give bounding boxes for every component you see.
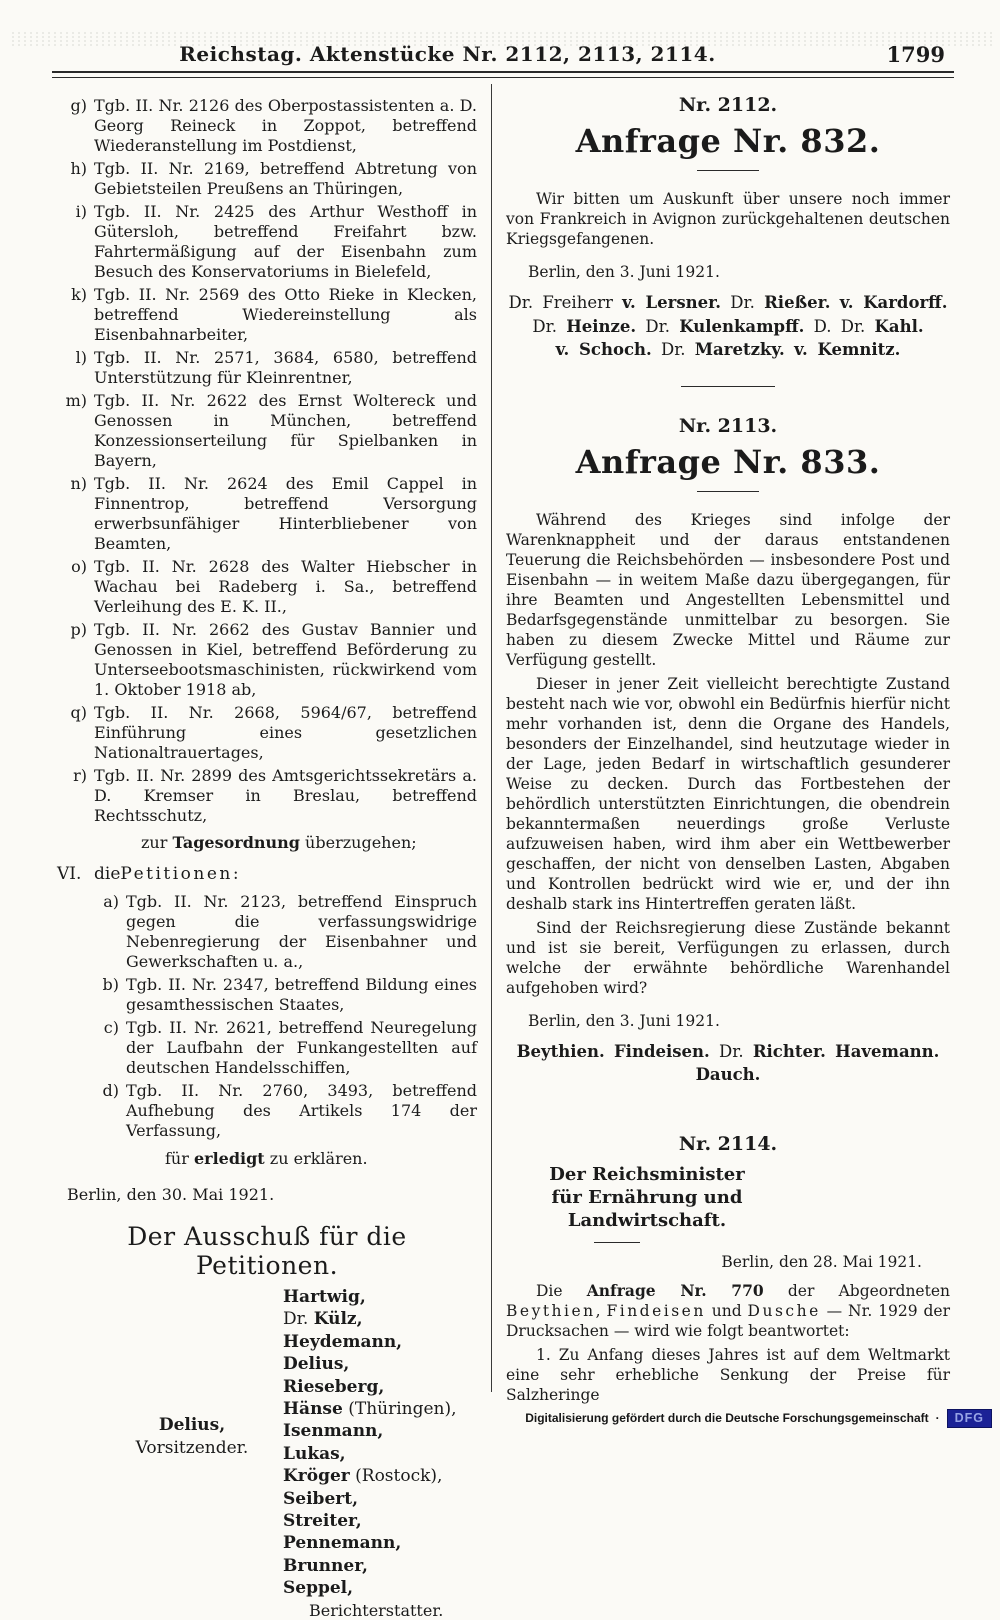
section-vi-pre: die — [94, 864, 121, 884]
petitions-list — [87, 892, 477, 1141]
sig-name: v. Lersner. — [622, 293, 722, 312]
member-name: Pennemann, — [283, 1533, 402, 1554]
member-name: Streiter, — [283, 1511, 362, 1532]
member-name: Seibert, — [283, 1488, 358, 1509]
item-label: h) — [70, 159, 87, 178]
paragraph: Dieser in jener Zeit vielleicht berechtigte Zustand besteht nach wie vor, obwohl ein Bedürfnis hierfür nicht mehr vorhanden ist, denn die Organe des Handels, besonders der Einzelhandel, sind heutzutage wieder in der Lage, jeden Bedarf in wirtschaftlich gesunderer Weise zu decken. Durch das Fortbestehen der behördlich unterstützten Einrichtungen, die obendrein bekanntermaßen neuerdings große Verluste aufzuweisen haben, wird ihm aber ein Wettbewerber geschaffen, der nicht von denselben Lasten, Abgaben und Kontrollen bedrückt wird wie er, und der ihn deshalb stark ins Hintertreffen geraten läßt. — [506, 674, 950, 913]
item-text: Tgb. II. Nr. 2760, 3493, betreffend Aufhebung des Artikels 174 der Verfassung, — [126, 1081, 477, 1140]
section-number: Nr. 2112. — [678, 94, 778, 116]
item-text: Tgb. II. Nr. 2621, betreffend Neuregelung der Laufbahn der Funkangestellten auf deutschen Handelsschiffen, — [126, 1018, 477, 1077]
sig-name: v. Schoch. — [555, 340, 652, 359]
section-vi-label: VI. — [57, 864, 82, 884]
item-text: Tgb. II. Nr. 2668, 5964/67, betreffend Einführung eines gesetzlichen Nationaltrauertages, — [94, 703, 477, 762]
sig-name: Havemann. — [835, 1041, 940, 1061]
motion-keyword: Tagesordnung — [172, 833, 300, 852]
section-vi-heading — [57, 863, 477, 885]
item-text: Tgb. II. Nr. 2123, betreffend Einspruch gegen die verfassungswidrige Nebenregierung der Eisenbahner und Gewerkschaften u. a., — [126, 892, 477, 971]
member-row — [283, 1398, 477, 1420]
signature-block — [506, 291, 950, 362]
sig-text — [826, 1042, 835, 1061]
section-rule — [697, 491, 759, 492]
sig-text: Dr. — [709, 1041, 753, 1061]
member-name: Isenmann, — [283, 1421, 384, 1442]
item-label: n) — [70, 474, 87, 493]
item-text: Tgb. II. Nr. 2126 des Oberpostassistenten a. D. Georg Reineck in Zoppot, betreffend Wiederanstellung im Postdienst, — [94, 96, 477, 155]
member-row — [283, 1488, 477, 1510]
section-2114 — [506, 1133, 950, 1405]
members-list — [283, 1286, 477, 1600]
member-row — [283, 1420, 477, 1442]
signature-line — [506, 1040, 950, 1064]
right-column — [492, 84, 952, 1406]
signature-line — [506, 291, 950, 315]
list-item — [57, 766, 477, 826]
date-line: Berlin, den 30. Mai 1921. — [67, 1185, 275, 1204]
sig-text: Dr. Freiherr — [508, 293, 623, 312]
sig-name: Beythien. — [516, 1041, 605, 1061]
section-number: Nr. 2114. — [678, 1132, 778, 1155]
paragraph: Sind der Reichsregierung diese Zustände bekannt und ist sie bereit, Verfügungen zu erlassen, durch welche der erwähnte behördliche Warenhandel aufgehoben wird? — [506, 918, 950, 997]
deputy-name: Dusche — [747, 1301, 821, 1320]
member-row — [283, 1286, 477, 1308]
member-suffix: (Rostock), — [349, 1466, 443, 1487]
member-row — [283, 1465, 477, 1487]
minister-rule — [594, 1242, 640, 1243]
list-item — [87, 892, 477, 972]
member-row — [283, 1308, 477, 1330]
item-text: Tgb. II. Nr. 2571, 3684, 6580, betreffend Unterstützung für Kleinrentner, — [94, 348, 477, 387]
section-vi-title: Petitionen: — [120, 864, 242, 884]
item-text: Tgb. II. Nr. 2169, betreffend Abtretung von Gebietsteilen Preußens an Thüringen, — [94, 159, 477, 198]
item-text: Tgb. II. Nr. 2899 des Amtsgerichtssekretärs a. D. Kremser in Breslau, betreffend Rechtsschutz, — [94, 766, 477, 825]
list-item — [57, 474, 477, 554]
item-text: Tgb. II. Nr. 2347, betreffend Bildung eines gesamthessischen Staates, — [126, 975, 477, 1014]
list-item — [87, 975, 477, 1015]
committee-title: Der Ausschuß für die Petitionen. — [127, 1222, 407, 1280]
page-header — [55, 42, 950, 68]
section-title: Anfrage Nr. 832. — [575, 122, 881, 160]
signature-line: Dauch. — [695, 1065, 761, 1084]
item-label: q) — [70, 703, 87, 722]
digitization-footer — [525, 1409, 992, 1429]
chairman-name: Delius, — [158, 1415, 226, 1435]
paragraph: Wir bitten um Auskunft über unsere noch immer von Frankreich in Avignon zurückgehaltenen deutschen Kriegsgefangenen. — [506, 190, 950, 248]
item-label: m) — [65, 391, 87, 410]
section-2112 — [506, 94, 950, 362]
answer-ref: Anfrage Nr. 770 — [586, 1280, 764, 1300]
sig-text: Dr. — [651, 340, 695, 359]
member-name: Hänse — [283, 1399, 343, 1420]
item-label: l) — [75, 348, 87, 367]
section-title: Anfrage Nr. 833. — [575, 442, 881, 481]
member-row — [283, 1510, 477, 1532]
member-row — [283, 1376, 477, 1398]
item-text: Tgb. II. Nr. 2569 des Otto Rieke in Klecken, betreffend Wiedereinstellung als Eisenbahnarbeiter, — [94, 285, 477, 344]
item-text: Tgb. II. Nr. 2628 des Walter Hiebscher in Wachau bei Radeberg i. Sa., betreffend Verleihung des E. K. II., — [94, 557, 477, 616]
chairman-role: Vorsitzender. — [135, 1438, 249, 1458]
chairman-block — [112, 1414, 272, 1460]
member-name: Külz, — [313, 1309, 363, 1330]
item-label: c) — [103, 1018, 119, 1037]
page-number: 1799 — [886, 42, 945, 67]
deputy-name: Findeisen — [606, 1301, 706, 1320]
answer-mid: der Abgeordneten — [763, 1281, 950, 1300]
sig-name: Findeisen. — [613, 1041, 710, 1061]
member-name: Rieseberg, — [283, 1376, 385, 1397]
answer-post: — Nr. 1929 der Drucksachen — wird wie folgt beantwortet: — [506, 1301, 950, 1340]
item-label: o) — [71, 557, 87, 576]
minister-heading — [506, 1163, 788, 1232]
member-name: Kröger — [283, 1466, 350, 1487]
list-item — [57, 557, 477, 617]
sig-text: Dr. — [721, 293, 765, 312]
item-text: Tgb. II. Nr. 2624 des Emil Cappel in Finnentrop, betreffend Versorgung erwerbsunfähiger Hinterbliebener von Beamten, — [94, 474, 477, 553]
sig-text — [831, 293, 840, 312]
list-item — [57, 703, 477, 763]
list-item — [57, 202, 477, 282]
footer-separator: · — [935, 1411, 940, 1426]
item-label: d) — [102, 1081, 119, 1100]
sig-name: Rießer. — [764, 293, 831, 312]
section-gap — [506, 1087, 950, 1133]
list-item — [57, 96, 477, 156]
section-rule — [697, 170, 759, 171]
member-row — [283, 1532, 477, 1554]
item-label: b) — [102, 975, 119, 994]
sig-text: Dr. — [636, 316, 680, 336]
paragraph: Während des Krieges sind infolge der Warenknappheit und der daraus entstandenen Teuerung die Reichsbehörden — insbesondere Post und Eisenbahn — in weitem Maße dazu übergegangen, für ihre Beamten und Angestellten Lebensmittel und Bedarfsgegenstände unmittelbar zu besorgen. Sie haben zu diesem Zwecke Mittel und Räume zur Verfügung gestellt. — [506, 510, 950, 669]
page-title: Reichstag. Aktenstücke Nr. 2112, 2113, 2114. — [179, 42, 716, 66]
sig-text — [605, 1042, 614, 1061]
sig-name: Richter. — [752, 1041, 826, 1061]
answer-sep: und — [705, 1301, 748, 1320]
section-number: Nr. 2113. — [678, 414, 778, 437]
item-label: r) — [73, 766, 87, 785]
answer-pre: Die — [536, 1281, 587, 1300]
resolution-pre: für — [165, 1149, 194, 1168]
sig-name: v. Kemnitz. — [794, 340, 901, 359]
date-line: Berlin, den 28. Mai 1921. — [721, 1252, 922, 1271]
list-item — [57, 348, 477, 388]
paragraph: 1. Zu Anfang dieses Jahres ist auf dem Weltmarkt eine sehr erhebliche Senkung der Preise für Salzheringe — [506, 1345, 950, 1404]
motion-post: überzugehen; — [299, 833, 417, 852]
motion-line — [141, 833, 477, 853]
sig-name: Maretzky. — [694, 340, 785, 359]
list-item — [57, 159, 477, 199]
sig-text: D. Dr. — [804, 316, 875, 336]
header-rule — [52, 71, 954, 78]
member-name: Heydemann, — [283, 1331, 403, 1352]
item-text: Tgb. II. Nr. 2425 des Arthur Westhoff in Gütersloh, betreffend Freifahrt bzw. Fahrtermäßigung auf der Eisenbahn zum Besuch des Konservatoriums in Bielefeld, — [94, 202, 477, 281]
member-row — [283, 1577, 477, 1599]
sig-text — [785, 340, 794, 359]
date-line: Berlin, den 3. Juni 1921. — [528, 1011, 720, 1030]
sig-text: Dr. — [532, 316, 567, 336]
committee-signatures — [57, 1286, 477, 1620]
item-text: Tgb. II. Nr. 2662 des Gustav Bannier und Genossen in Kiel, betreffend Beförderung zu Unterseebootsmaschinisten, rückwirkend vom 1. Oktober 1918 ab, — [94, 620, 477, 699]
section-divider-rule — [681, 386, 775, 387]
item-text: Tgb. II. Nr. 2622 des Ernst Woltereck und Genossen in München, betreffend Konzessionserteilung für Spielbanken in Bayern, — [94, 391, 477, 470]
item-label: i) — [75, 202, 87, 221]
paragraph — [506, 1281, 950, 1341]
date-line: Berlin, den 3. Juni 1921. — [528, 263, 720, 281]
motion-pre: zur — [141, 833, 173, 852]
minister-line1: Der Reichsminister — [549, 1163, 745, 1185]
signature-block — [506, 1040, 950, 1087]
resolution-keyword: erledigt — [193, 1149, 265, 1168]
dfg-logo: DFG — [947, 1409, 992, 1429]
member-row — [283, 1353, 477, 1375]
deputy-name: Beythien — [506, 1301, 596, 1320]
member-prefix: Dr. — [283, 1309, 314, 1330]
member-name: Lukas, — [283, 1443, 346, 1464]
reporter-role: Berichterstatter. — [309, 1600, 444, 1620]
list-item — [57, 391, 477, 471]
section-2113 — [506, 415, 950, 1087]
member-row — [283, 1443, 477, 1465]
sig-name: Kahl. — [874, 316, 924, 336]
left-column — [55, 84, 491, 1620]
list-item — [87, 1081, 477, 1141]
list-item — [57, 285, 477, 345]
list-item — [57, 620, 477, 700]
item-label: a) — [103, 892, 119, 911]
footer-text: Digitalisierung gefördert durch die Deutsche Forschungsgemeinschaft — [525, 1411, 929, 1426]
sig-name: Kulenkampff. — [679, 316, 805, 336]
resolution-line — [165, 1149, 477, 1169]
answer-sep: , — [595, 1301, 607, 1320]
member-row — [283, 1331, 477, 1353]
member-name: Hartwig, — [283, 1287, 366, 1307]
resolution-post: zu erklären. — [264, 1149, 368, 1168]
item-label: p) — [70, 620, 87, 639]
member-suffix: (Thüringen), — [342, 1399, 457, 1420]
sig-name: Heinze. — [566, 316, 637, 336]
member-row — [283, 1555, 477, 1577]
signature-line — [506, 315, 950, 339]
item-label: k) — [71, 285, 87, 304]
minister-line2: für Ernährung und Landwirtschaft. — [551, 1186, 743, 1231]
signature-line — [506, 338, 950, 362]
member-name: Seppel, — [283, 1578, 354, 1599]
member-name: Brunner, — [283, 1555, 368, 1576]
sig-name: v. Kardorff. — [839, 293, 948, 312]
member-name: Delius, — [283, 1354, 350, 1375]
list-item — [87, 1018, 477, 1078]
item-label: g) — [70, 96, 87, 115]
